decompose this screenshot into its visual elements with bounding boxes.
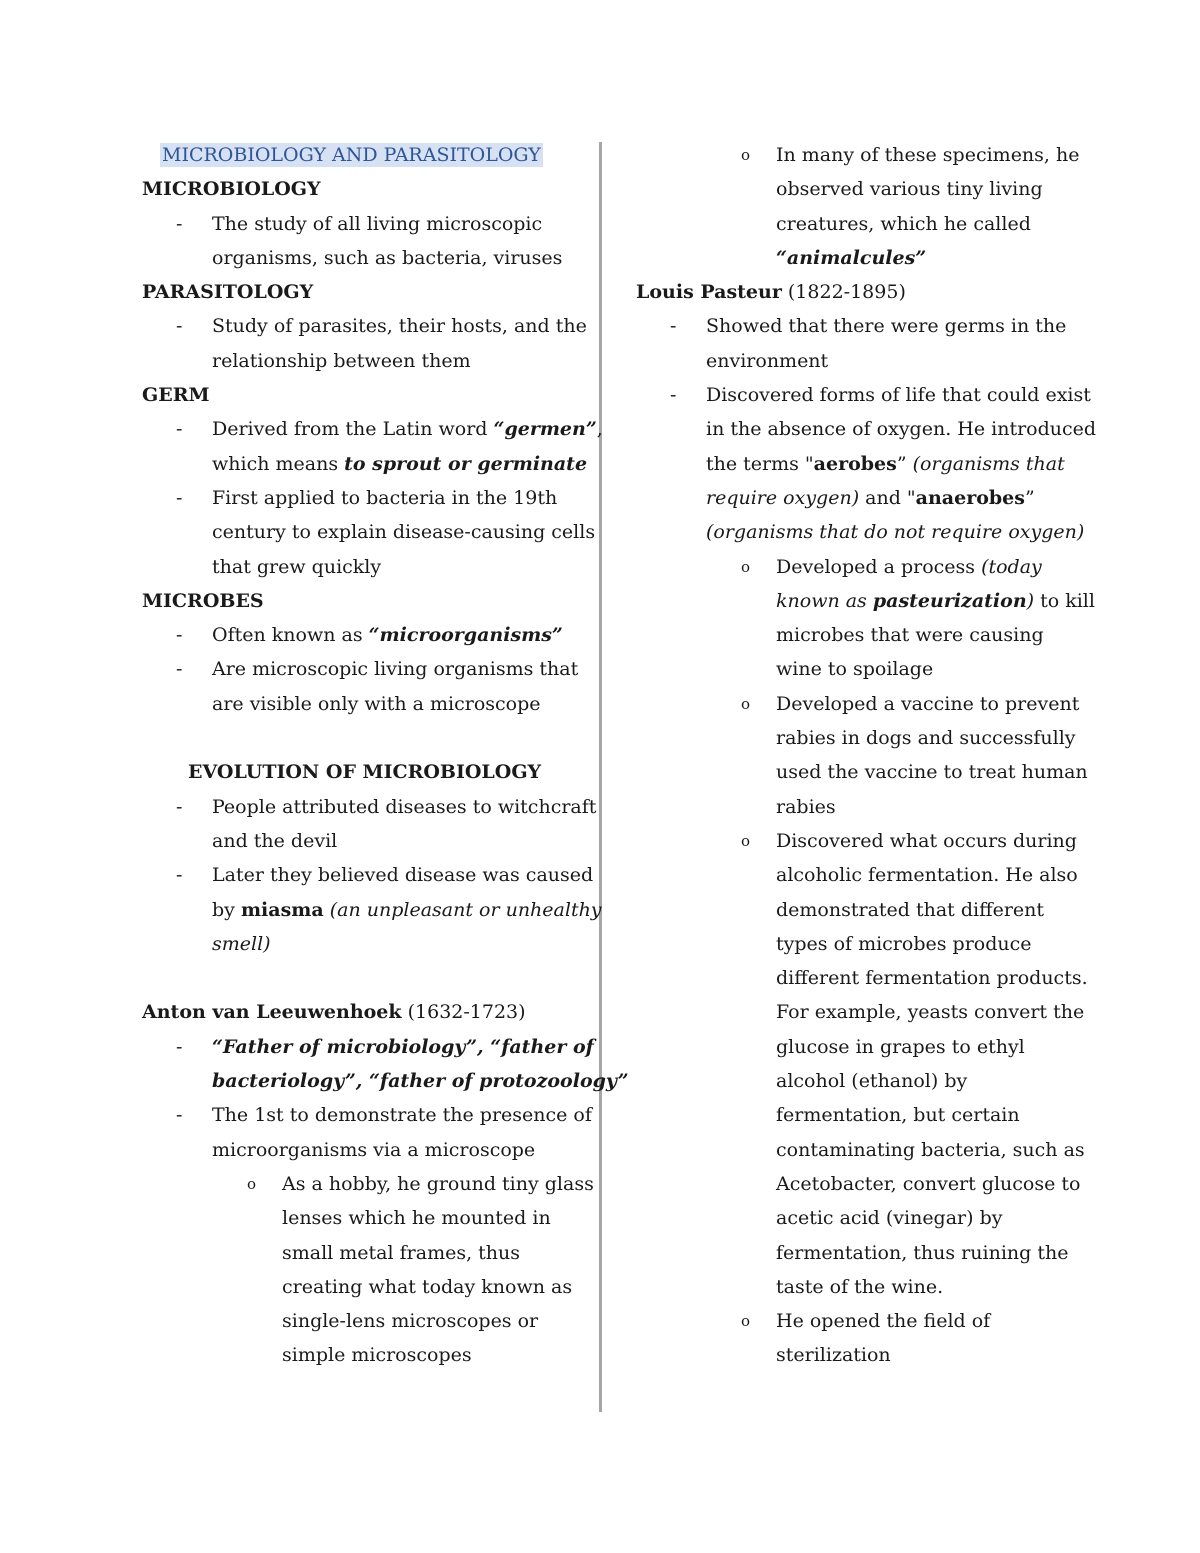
dash-marker: - <box>176 624 183 647</box>
list-item: - Showed that there were germs in the environment <box>636 309 1076 378</box>
circle-marker: o <box>741 1312 751 1331</box>
list-item: - Study of parasites, their hosts, and the relationship between them <box>142 309 592 378</box>
dash-marker: - <box>176 658 183 681</box>
circle-marker: o <box>741 557 751 576</box>
circle-marker: o <box>741 694 751 713</box>
sub-list-item: o As a hobby, he ground tiny glass lenses which he mounted in small metal frames, thus creating what today known as single-lens microscopes or simple microscopes <box>142 1167 592 1373</box>
circle-marker: o <box>741 831 751 850</box>
dash-marker: - <box>176 315 183 338</box>
dash-marker: - <box>176 212 183 235</box>
heading-pasteur: Louis Pasteur (1822-1895) <box>636 281 906 304</box>
sub-list-item: o He opened the field of sterilization <box>636 1304 1076 1373</box>
sub-list-item: o Discovered what occurs during alcoholic fermentation. He also demonstrated that different types of microbes produce different fermentation products. For example, yeasts convert the glucose in grapes to ethyl alcohol (ethanol) by fermentation, but certain contaminating bacteria, such as Acetobacter, convert glucose to acetic acid (vinegar) by fermentation, thus ruining the taste of the wine. <box>636 824 1076 1304</box>
dash-marker: - <box>176 795 183 818</box>
dash-marker: - <box>176 864 183 887</box>
list-item: - Often known as “microorganisms” <box>142 618 592 652</box>
list-item: - Discovered forms of life that could exist in the absence of oxygen. He introduced the terms "aerobes” (organisms that require oxygen) and "anaerobes” (organisms that do not require oxygen) <box>636 378 1076 549</box>
dash-marker: - <box>176 1035 183 1058</box>
list-item: - People attributed diseases to witchcraft and the devil <box>142 790 592 859</box>
heading-parasitology: PARASITOLOGY <box>142 281 314 304</box>
dash-marker: - <box>670 384 677 407</box>
heading-germ: GERM <box>142 384 210 407</box>
heading-microbes: MICROBES <box>142 589 264 612</box>
circle-marker: o <box>741 146 751 164</box>
heading-leeuwenhoek: Anton van Leeuwenhoek (1632-1723) <box>142 1001 526 1024</box>
right-column <box>636 138 1097 1373</box>
list-item: - Derived from the Latin word “germen”, which means to sprout or germinate <box>142 412 592 481</box>
circle-marker: o <box>247 1174 257 1193</box>
dash-marker: - <box>176 418 183 441</box>
list-item: - The study of all living microscopic organisms, such as bacteria, viruses <box>142 207 592 276</box>
list-item: - The 1st to demonstrate the presence of microorganisms via a microscope <box>142 1098 592 1167</box>
sub-list-item: o Developed a vaccine to prevent rabies in dogs and successfully used the vaccine to treat human rabies <box>636 687 1076 824</box>
list-item: - “Father of microbiology”, “father of bacteriology”, “father of protozoology” <box>142 1030 592 1099</box>
left-column <box>142 138 629 1373</box>
heading-evolution: EVOLUTION OF MICROBIOLOGY <box>188 761 542 784</box>
dash-marker: - <box>176 1104 183 1127</box>
list-item: - Later they believed disease was caused by miasma (an unpleasant or unhealthy smell) <box>142 858 592 961</box>
column-divider <box>599 142 602 1412</box>
list-item: - First applied to bacteria in the 19th century to explain disease-causing cells that grew quickly <box>142 481 592 584</box>
document-title: MICROBIOLOGY AND PARASITOLOGY <box>162 144 541 166</box>
list-item: - Are microscopic living organisms that are visible only with a microscope <box>142 652 592 721</box>
sub-list-item: o Developed a process (today known as pasteurization) to kill microbes that were causing wine to spoilage <box>636 550 1076 687</box>
dash-marker: - <box>670 315 677 338</box>
sub-list-item: o In many of these specimens, he observed various tiny living creatures, which he called “animalcules” <box>636 138 1076 275</box>
heading-microbiology: MICROBIOLOGY <box>142 178 321 201</box>
dash-marker: - <box>176 486 183 509</box>
